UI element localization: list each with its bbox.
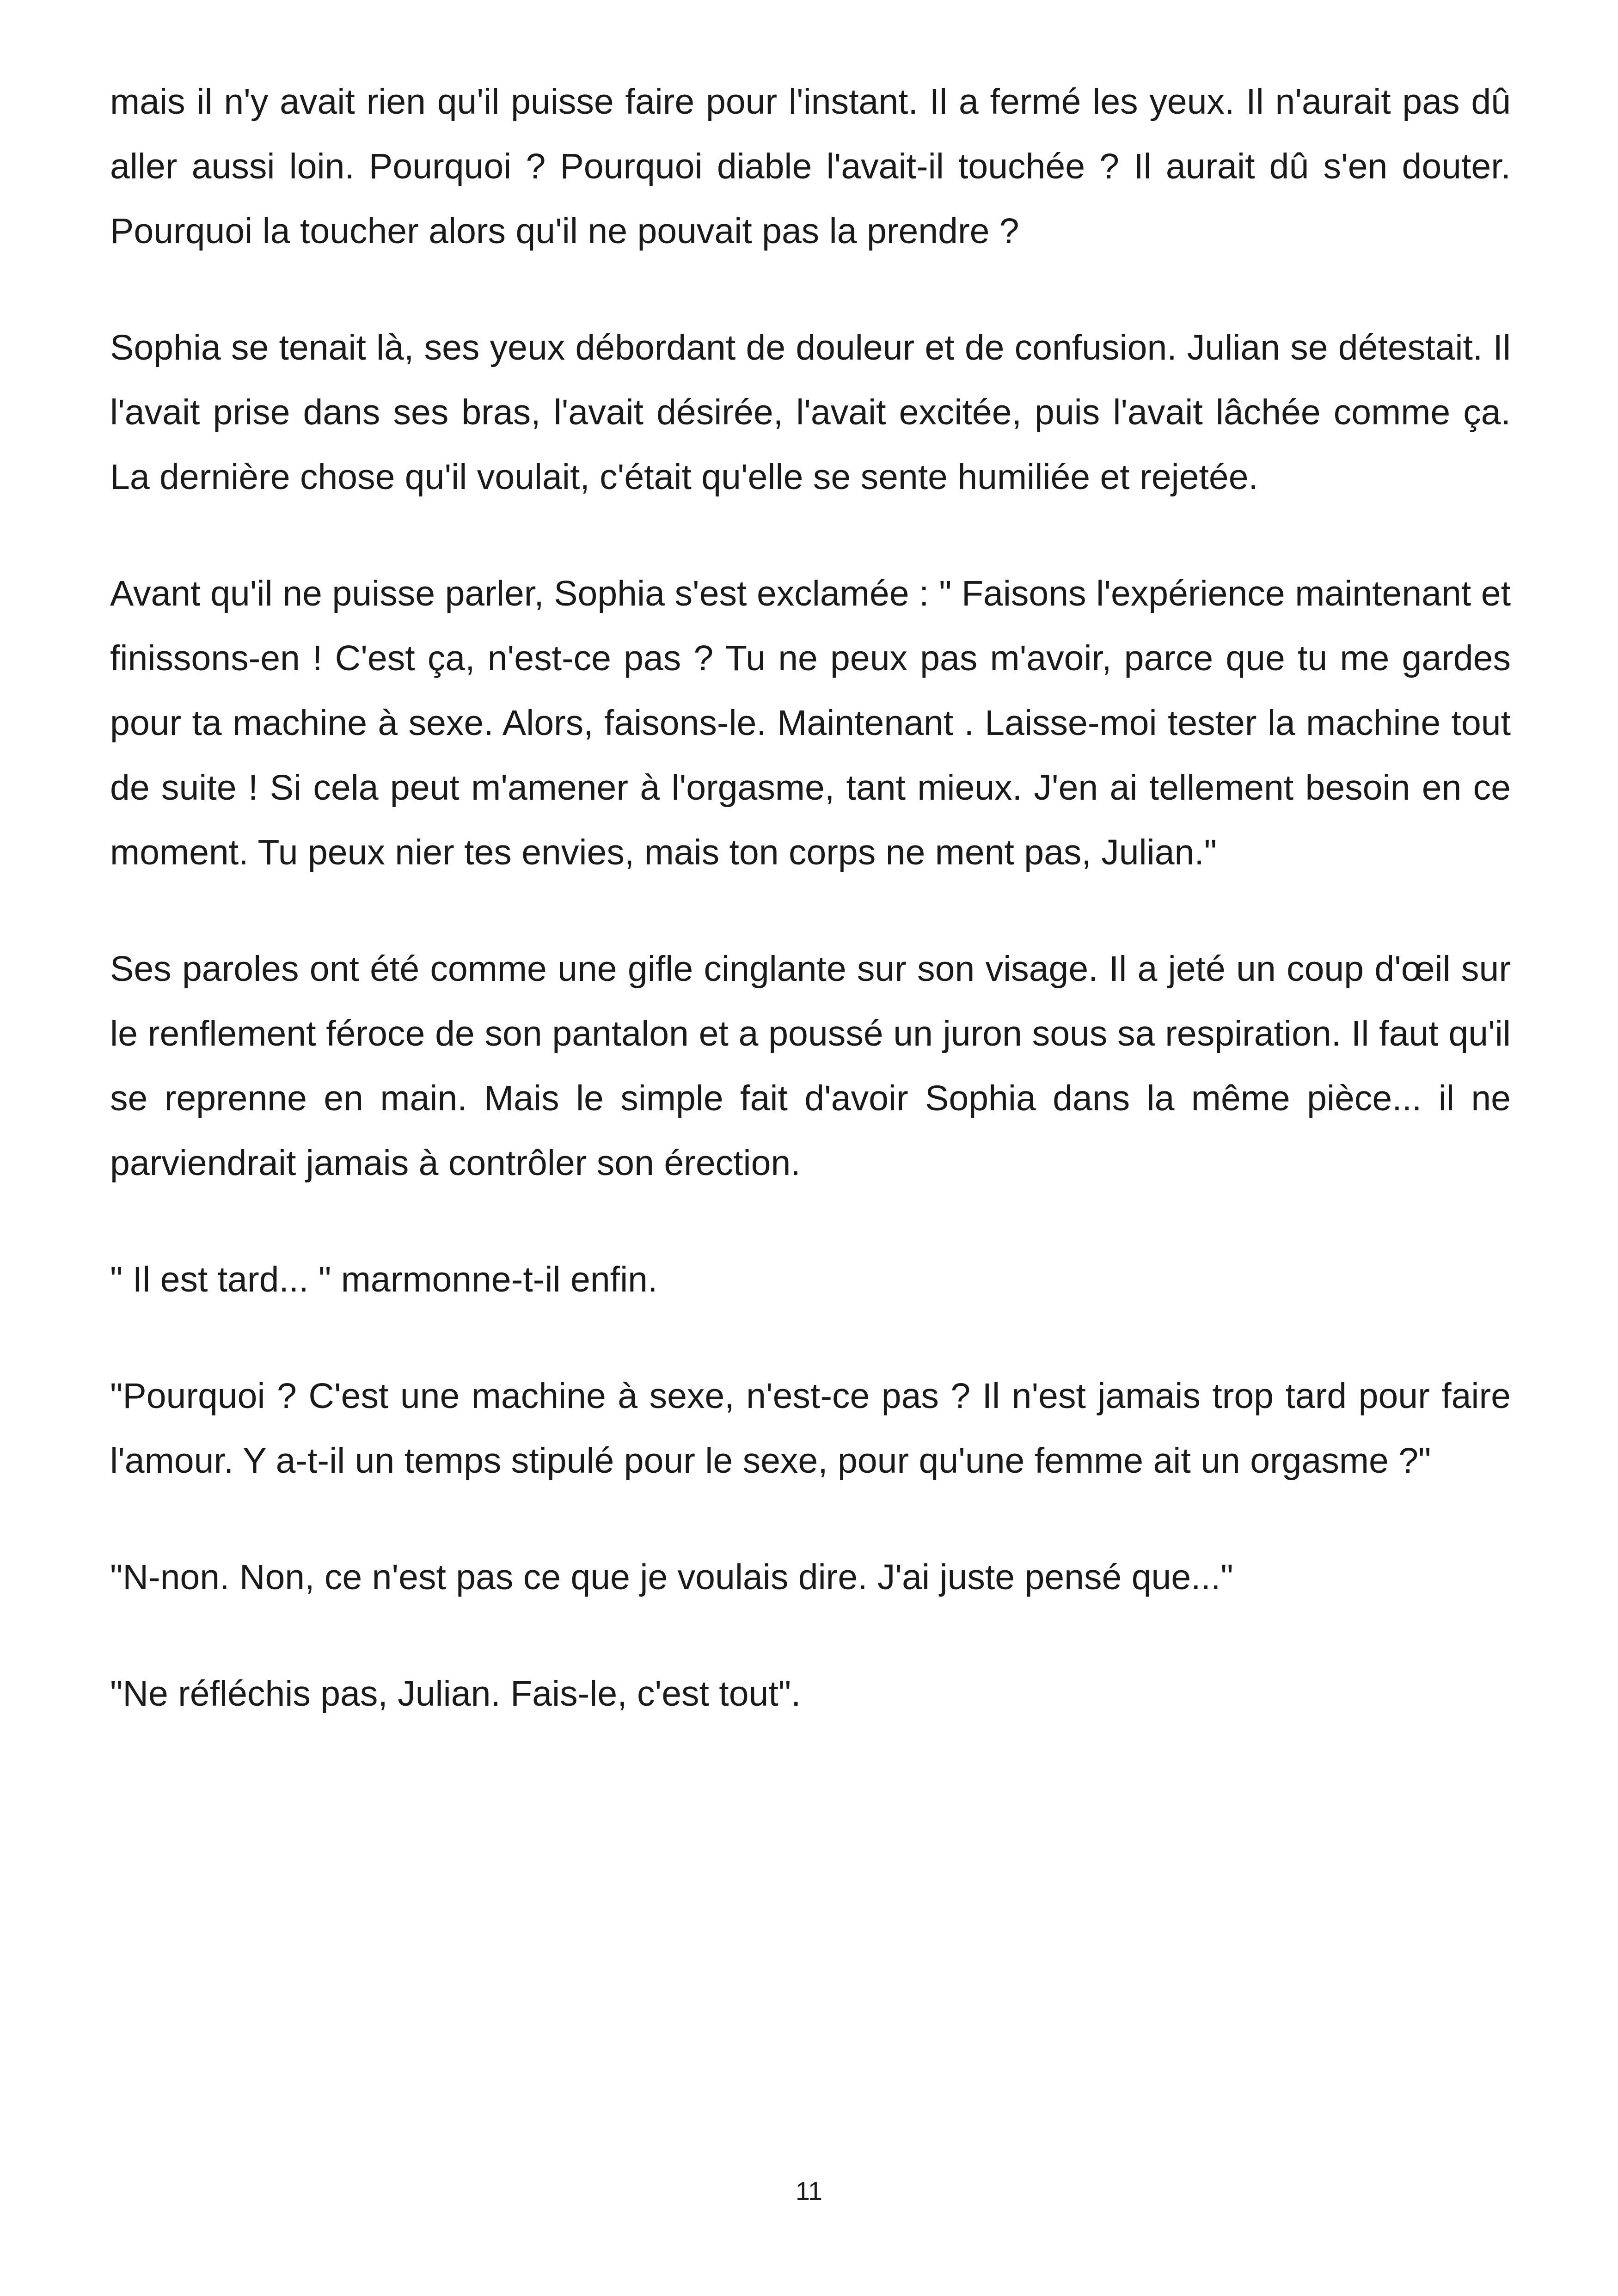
- body-text: [110, 69, 1511, 1778]
- paragraph: "Ne réfléchis pas, Julian. Fais-le, c'est tout".: [110, 1674, 801, 1714]
- paragraph: "Pourquoi ? C'est une machine à sexe, n'est-ce pas ? Il n'est jamais trop tard pour faire l'amour. Y a-t-il un temps stipulé pour le sexe, pour qu'une femme ait un orgasme ?": [110, 1376, 1511, 1481]
- paragraph: Sophia se tenait là, ses yeux débordant de douleur et de confusion. Julian se détestait. Il l'avait prise dans ses bras, l'avait désirée, l'avait excitée, puis l'avait lâchée comme ça. La dernière chose qu'il voulait, c'était qu'elle se sente humiliée et rejetée.: [110, 328, 1511, 497]
- paragraph: mais il n'y avait rien qu'il puisse faire pour l'instant. Il a fermé les yeux. Il n'aurait pas dû aller aussi loin. Pourquoi ? Pourquoi diable l'avait-il touchée ? Il aurait dû s'en douter. Pourquoi la toucher alors qu'il ne pouvait pas la prendre ?: [110, 82, 1511, 251]
- page-number: 11: [795, 2176, 823, 2205]
- paragraph: Ses paroles ont été comme une gifle cinglante sur son visage. Il a jeté un coup d'œil sur le renflement féroce de son pantalon et a poussé un juron sous sa respiration. Il faut qu'il se reprenne en main. Mais le simple fait d'avoir Sophia dans la même pièce... il ne parviendrait jamais à contrôler son érection.: [110, 949, 1511, 1183]
- paragraph: Avant qu'il ne puisse parler, Sophia s'est exclamée : " Faisons l'expérience maintenant et finissons-en ! C'est ça, n'est-ce pas ? Tu ne peux pas m'avoir, parce que tu me gardes pour ta machine à sexe. Alors, faisons-le. Maintenant . Laisse-moi tester la machine tout de suite ! Si cela peut m'amener à l'orgasme, tant mieux. J'en ai tellement besoin en ce moment. Tu peux nier tes envies, mais ton corps ne ment pas, Julian.": [110, 574, 1511, 872]
- paragraph: " Il est tard... " marmonne-t-il enfin.: [110, 1260, 658, 1299]
- paragraph: "N-non. Non, ce n'est pas ce que je voulais dire. J'ai juste pensé que...": [110, 1557, 1233, 1597]
